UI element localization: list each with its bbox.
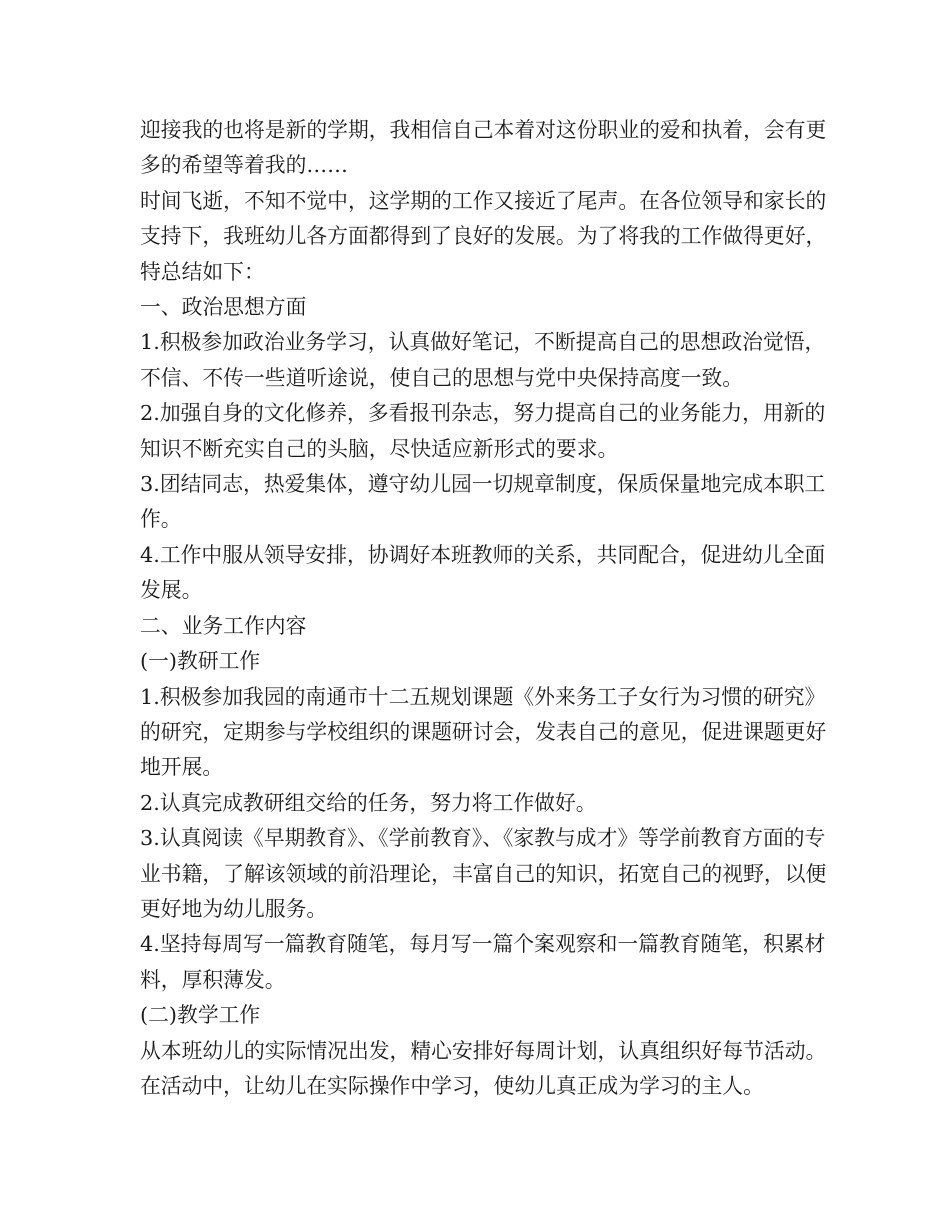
list-item-research-3: 3.认真阅读《早期教育》、《学前教育》、《家教与成才》等学前教育方面的专业书籍，了解该领域的前沿理论，丰富自己的知识，拓宽自己的视野，以便更好地为幼儿服务。 <box>140 826 827 921</box>
list-item-political-1: 1.积极参加政治业务学习，认真做好笔记，不断提高自己的思想政治觉悟，不信、不传一些道听途说，使自己的思想与党中央保持高度一致。 <box>140 330 826 390</box>
list-item-research-1: 1.积极参加我园的南通市十二五规划课题《外来务工子女行为习惯的研究》的研究，定期参与学校组织的课题研讨会，发表自己的意见，促进课题更好地开展。 <box>140 684 827 780</box>
subsection-heading-research: (一)教研工作 <box>140 649 261 674</box>
list-item-political-4: 4.工作中服从领导安排，协调好本班教师的关系，共同配合，促进幼儿全面发展。 <box>140 542 826 603</box>
paragraph-teaching: 从本班幼儿的实际情况出发，精心安排好每周计划，认真组织好每节活动。在活动中，让幼儿在实际操作中学习，使幼儿真正成为学习的主人。 <box>140 1038 827 1098</box>
paragraph-summary-intro: 时间飞逝，不知不觉中，这学期的工作又接近了尾声。在各位领导和家长的支持下，我班幼儿各方面都得到了良好的发展。为了将我的工作做得更好，特总结如下： <box>140 188 827 284</box>
list-item-research-2: 2.认真完成教研组交给的任务，努力将工作做好。 <box>140 790 597 815</box>
section-heading-business: 二、业务工作内容 <box>140 613 307 638</box>
list-item-political-3: 3.团结同志，热爱集体，遵守幼儿园一切规章制度，保质保量地完成本职工作。 <box>140 472 826 532</box>
paragraph-intro-closing: 迎接我的也将是新的学期，我相信自己本着对这份职业的爱和执着，会有更多的希望等着我的…… <box>140 118 827 178</box>
list-item-political-2: 2.加强自身的文化修养，多看报刊杂志，努力提高自己的业务能力，用新的知识不断充实自己的头脑，尽快适应新形式的要求。 <box>140 401 826 461</box>
subsection-heading-teaching: (二)教学工作 <box>140 1003 261 1028</box>
list-item-research-4: 4.坚持每周写一篇教育随笔，每月写一篇个案观察和一篇教育随笔，积累材料，厚积薄发。 <box>140 932 826 992</box>
document-body <box>140 113 830 1104</box>
section-heading-political: 一、政治思想方面 <box>140 295 307 320</box>
